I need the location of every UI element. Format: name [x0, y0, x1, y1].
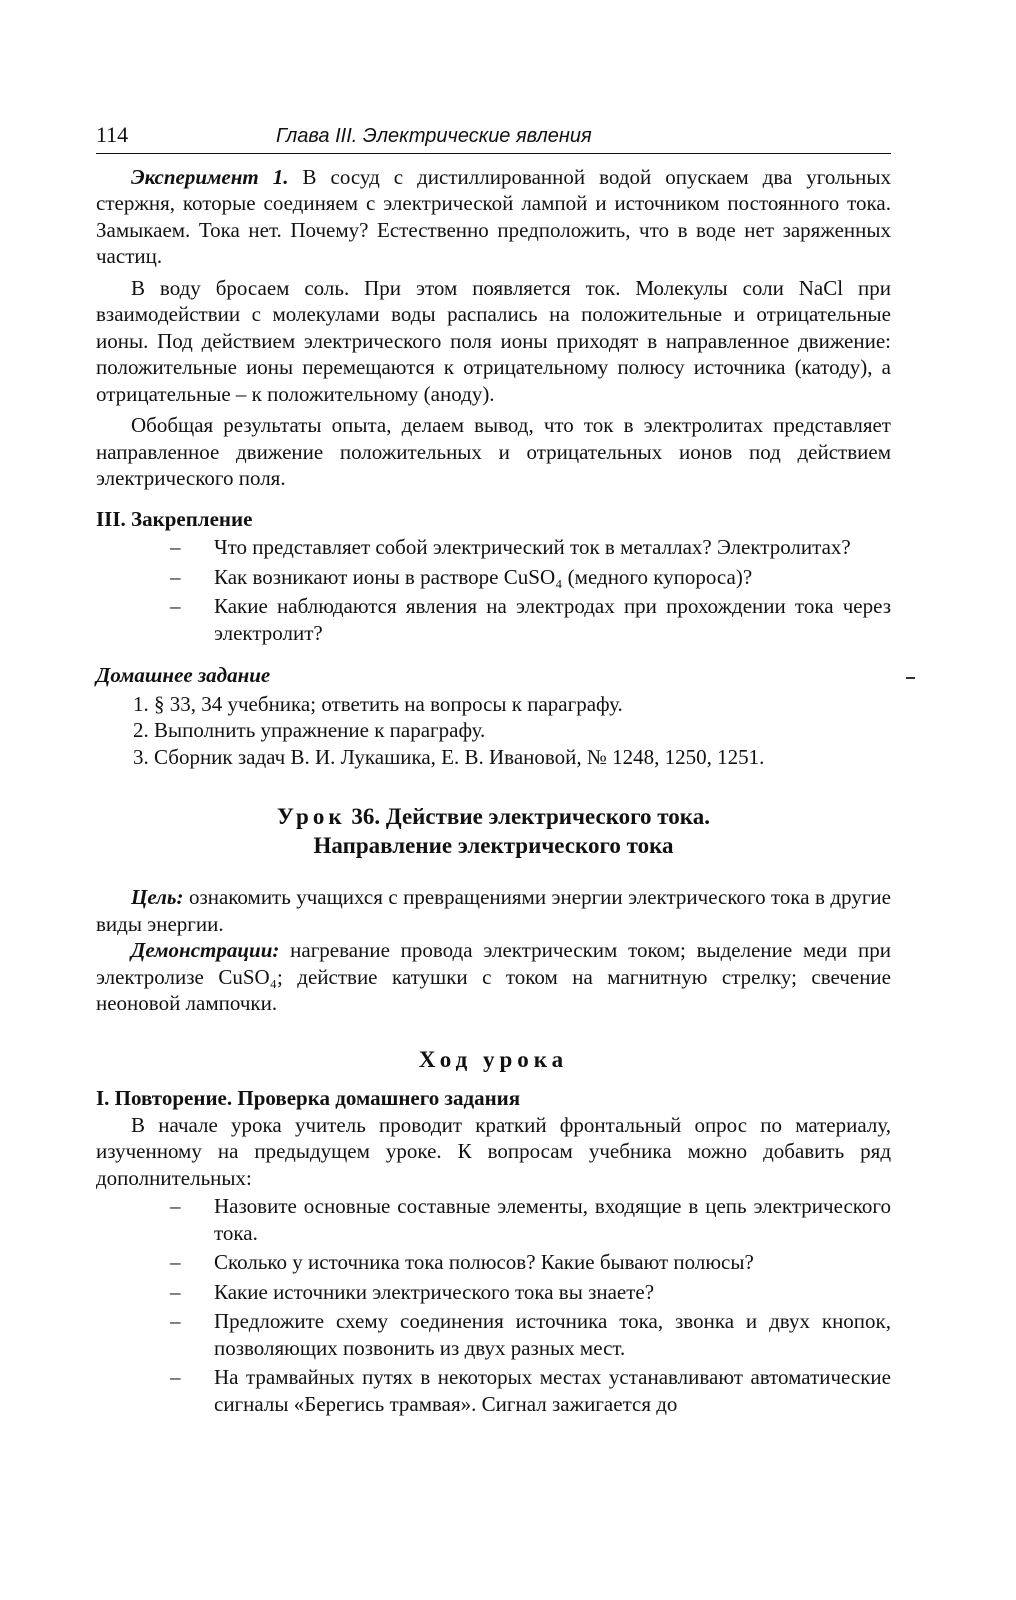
list-item: 3. Сборник задач В. И. Лукашика, Е. В. Ивановой, № 1248, 1250, 1251. — [133, 744, 765, 769]
list-item: – На трамвайных путях в некоторых местах устанавливают автоматические сигналы «Берегись трамвая». Сигнал зажигается до — [96, 1364, 891, 1417]
demo-label: Демонстрации: — [131, 938, 280, 962]
section-intro: В начале урока учитель проводит краткий фронтальный опрос по материалу, изученному на предыдущем уроке. К вопросам учебника можно добавить ряд дополнительных: — [96, 1112, 891, 1190]
list-item: – Назовите основные составные элементы, входящие в цепь электрического тока. — [96, 1193, 891, 1246]
list-item: – Как возникают ионы в растворе CuSO₄ (медного купороса)? — [96, 564, 891, 591]
paragraph: Обобщая результаты опыта, делаем вывод, что ток в электролитах представляет направленное движение положительных и отрицательных ионов под действием электрического поля. — [96, 413, 891, 490]
list-item: – Что представляет собой электрический ток в металлах? Электролитах? — [96, 534, 891, 561]
page-header — [96, 122, 891, 154]
lesson-title-line1: 36. Действие электрического тока. — [345, 804, 710, 829]
running-title: Глава III. Электрические явления — [276, 125, 592, 147]
margin-mark — [906, 677, 915, 679]
paragraph: В воду бросаем соль. При этом появляется ток. Молекулы соли NaCl при взаимодействии с молекулами воды распались на положительные и отрицательные ионы. Под действием электрического поля ионы приходят в направленное движение: положительные ионы перемещаются к отрицательному полюсу источника (катоду), а отрицательные – к положительному (аноду). — [96, 275, 891, 406]
lesson-title-line2: Направление электрического тока — [313, 833, 674, 858]
list-item: – Предложите схему соединения источника тока, звонка и двух кнопок, позволяющих позвонить из двух разных мест. — [96, 1308, 891, 1361]
list-item: 1. § 33, 34 учебника; ответить на вопросы к параграфу. — [133, 691, 623, 716]
course-title: Ход урока — [418, 1046, 569, 1072]
section-title: III. Закрепление — [96, 506, 253, 531]
goal-text: ознакомить учащихся с превращениями энергии электрического тока в другие виды энергии. — [96, 885, 891, 936]
list-item: – Какие источники электрического тока вы знаете? — [96, 1279, 891, 1306]
lesson-word: Урок — [277, 804, 346, 829]
lesson-title — [96, 802, 891, 860]
homework-title: Домашнее задание — [96, 663, 271, 687]
demo-text: нагревание провода электрическим током; выделение меди при электролизе CuSO₄; действие катушки с током на магнитную стрелку; свечение неоновой лампочки. — [96, 938, 891, 1015]
experiment-text: В сосуд с дистиллированной водой опускаем два угольных стержня, которые соединяем с электрической лампой и источником постоянного тока. Замыкаем. Тока нет. Почему? Естественно предположить, что в воде нет заряженных частиц. — [96, 164, 892, 268]
question-list — [96, 534, 891, 646]
book-page — [96, 122, 891, 1420]
list-item: – Какие наблюдаются явления на электродах при прохождении тока через электролит? — [96, 593, 891, 646]
demo-paragraph — [96, 937, 891, 1017]
question-list — [96, 1193, 891, 1417]
section-title: I. Повторение. Проверка домашнего задания — [96, 1086, 521, 1110]
list-item: 2. Выполнить упражнение к параграфу. — [133, 718, 486, 742]
experiment-paragraph — [96, 164, 891, 270]
experiment-label: Эксперимент 1. — [131, 164, 289, 189]
homework-list — [96, 691, 891, 771]
goal-paragraph — [96, 884, 891, 937]
goal-label: Цель: — [131, 885, 184, 909]
list-item: – Сколько у источника тока полюсов? Какие бывают полюсы? — [96, 1249, 891, 1276]
page-number: 114 — [96, 122, 129, 147]
